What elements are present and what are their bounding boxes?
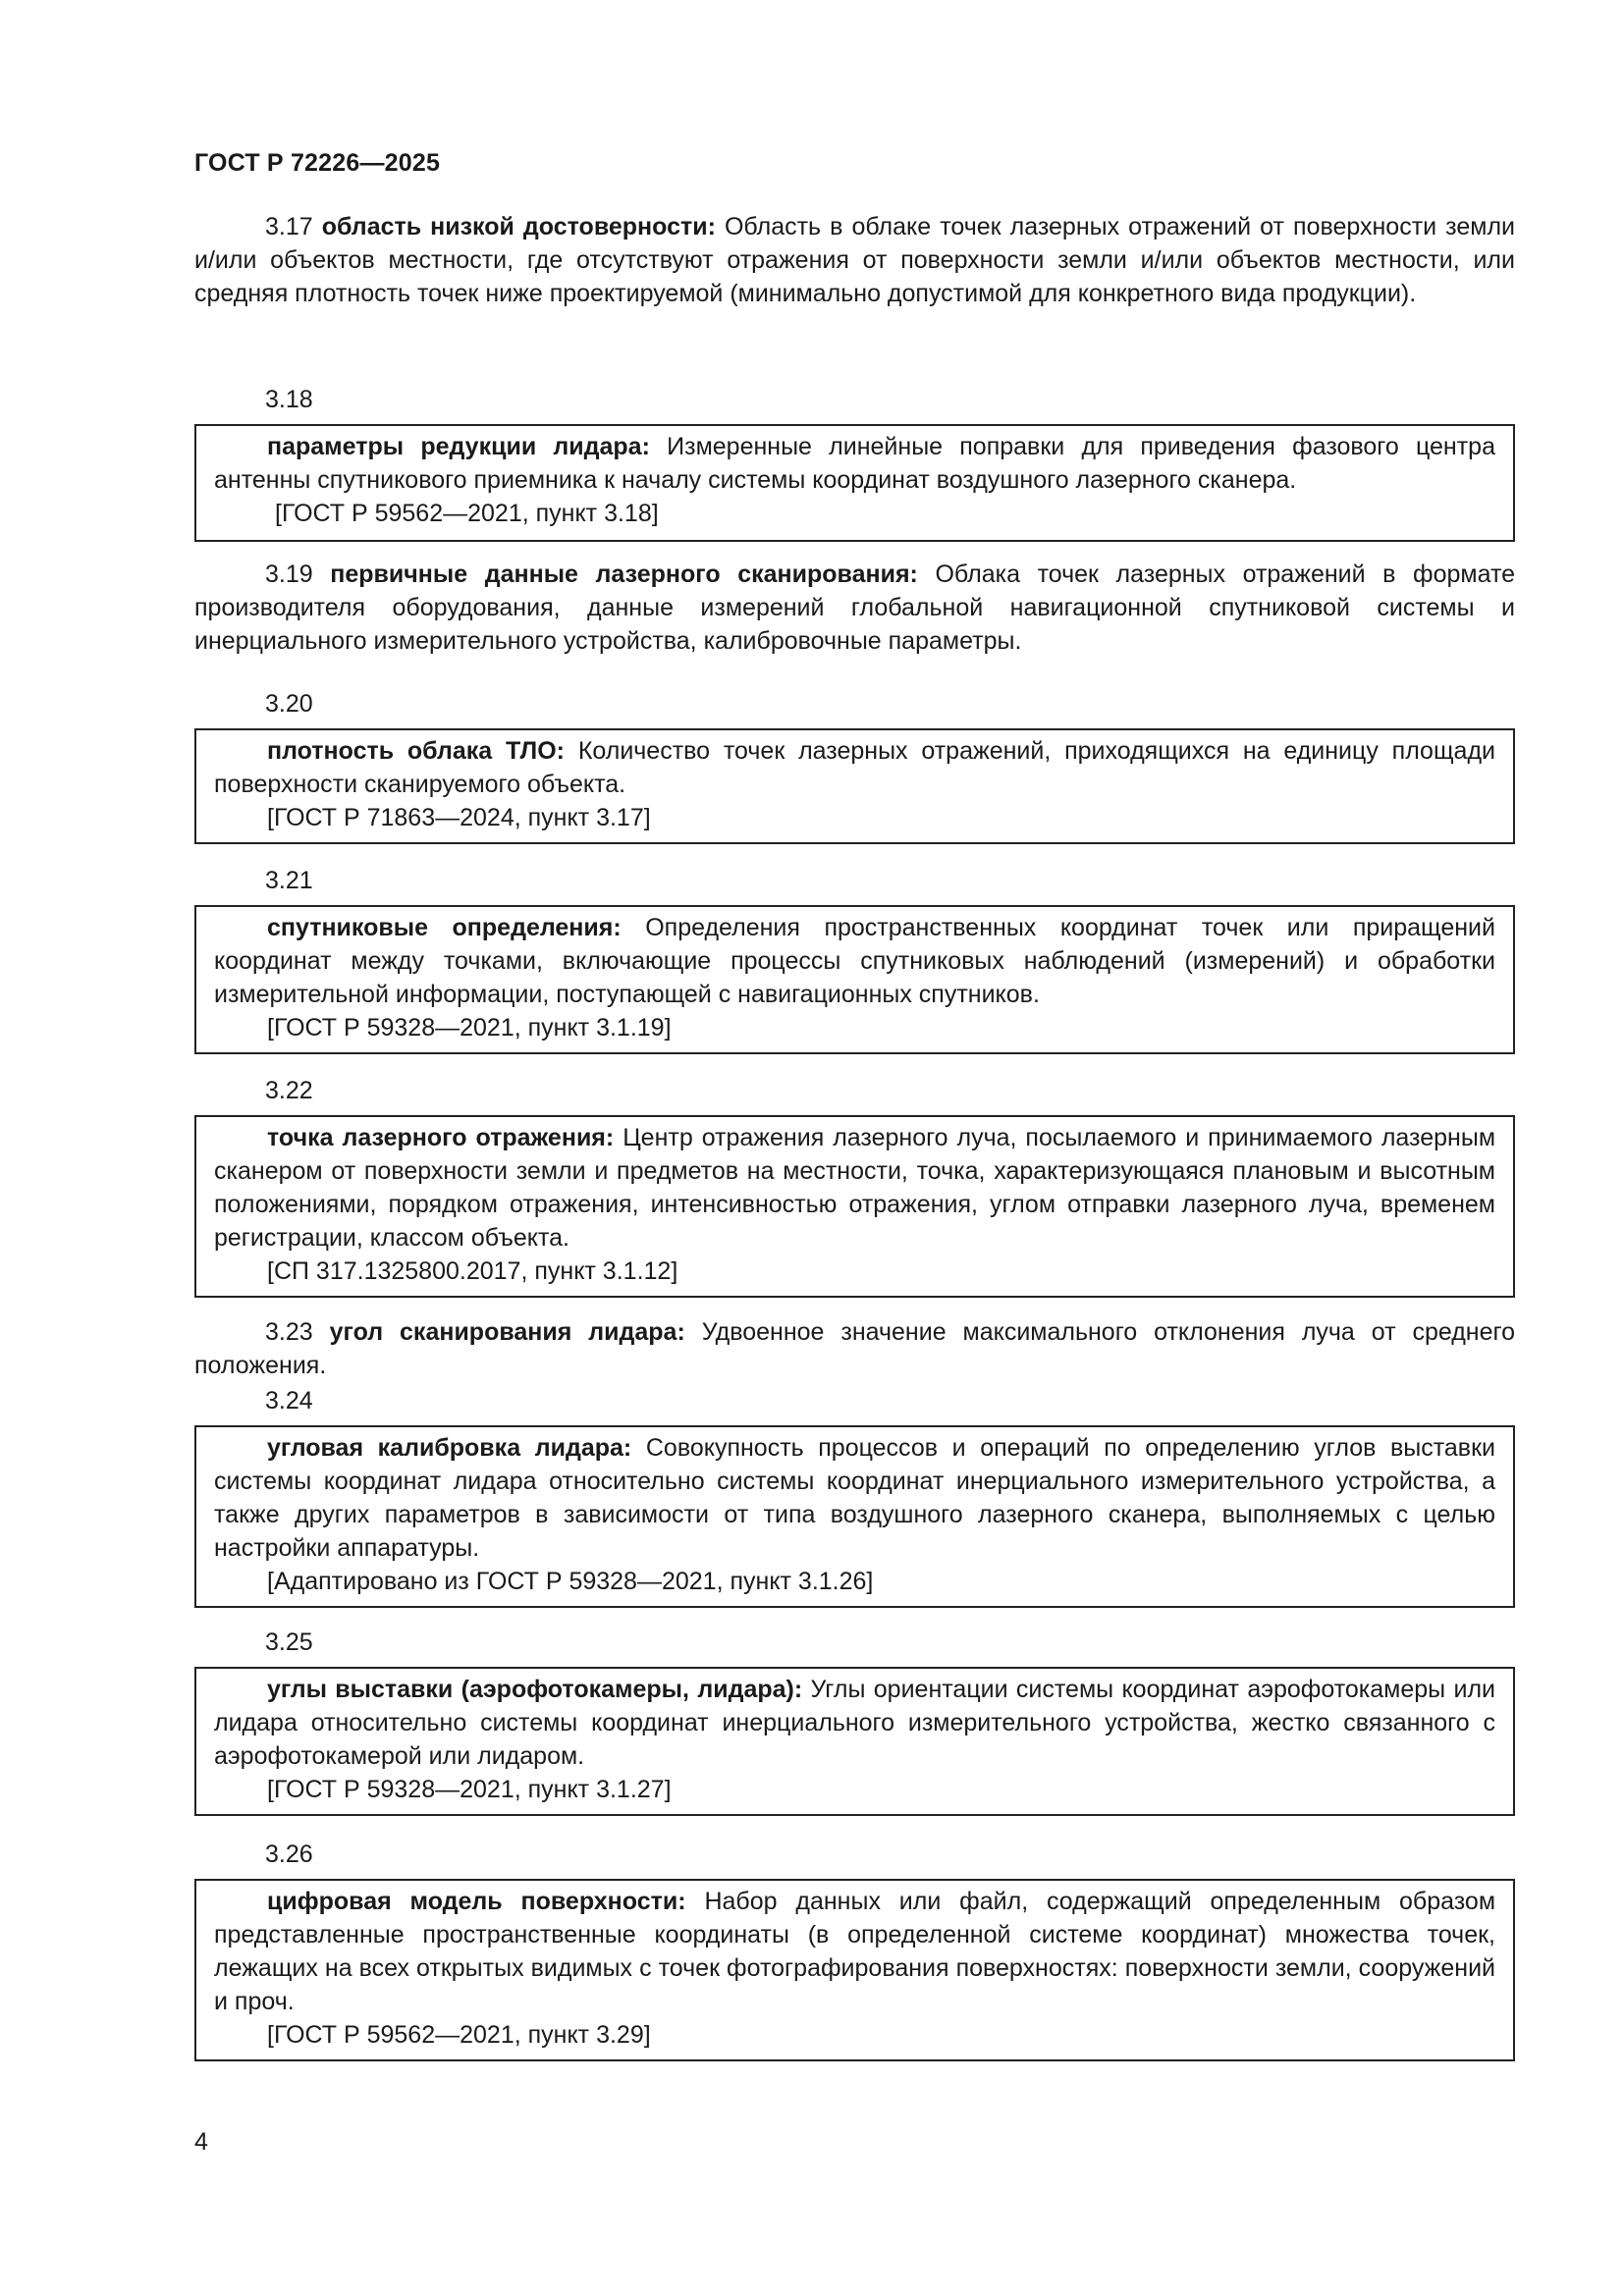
term-source: [ГОСТ Р 71863—2024, пункт 3.17]	[267, 804, 651, 831]
term-number: 3.17	[265, 213, 313, 240]
term-3-19	[194, 558, 1515, 658]
term-title: спутниковые определения:	[267, 914, 622, 941]
term-definition: цифровая модель поверхности: Набор данных или файл, содержащий определенным образом представленные пространственные координаты (в определенной системе координат) множества точек, лежащих на всех открытых видимых с точек фотографирования поверхностях: поверхности земли, сооружений и проч.	[214, 1888, 1496, 2015]
document-header: ГОСТ Р 72226—2025	[194, 149, 441, 177]
term-definition: параметры редукции лидара: Измеренные линейные поправки для приведения фазового центра антенны спутникового приемника к началу системы координат воздушного лазерного сканера.	[214, 433, 1495, 494]
term-definition: плотность облака ТЛО: Количество точек лазерных отражений, приходящихся на единицу площади поверхности сканируемого объекта.	[214, 737, 1495, 798]
term-title: цифровая модель поверхности:	[267, 1888, 686, 1915]
term-title: угол сканирования лидара:	[329, 1318, 685, 1346]
term-title: плотность облака ТЛО:	[267, 737, 565, 765]
term-title: точка лазерного отражения:	[267, 1124, 615, 1151]
term-box-3-25	[194, 1667, 1515, 1816]
term-number: 3.18	[265, 386, 313, 413]
term-box-3-20	[194, 728, 1515, 844]
term-definition: угловая калибровка лидара: Совокупность процессов и операций по определению углов выставки системы координат лидара относительно системы координат инерциального измерительного устройства, а также других параметров в зависимости от типа воздушного лазерного сканера, выполняемых с целью настройки аппаратуры.	[214, 1434, 1495, 1562]
term-source: [ГОСТ Р 59328—2021, пункт 3.1.27]	[267, 1776, 672, 1803]
term-box-3-22	[194, 1115, 1515, 1298]
term-number: 3.26	[265, 1841, 313, 1868]
term-number: 3.25	[265, 1629, 313, 1656]
term-source: [ГОСТ Р 59562—2021, пункт 3.29]	[267, 2021, 651, 2049]
term-number: 3.24	[265, 1387, 313, 1415]
term-title: углы выставки (аэрофотокамеры, лидара):	[267, 1676, 803, 1703]
term-definition: углы выставки (аэрофотокамеры, лидара): Углы ориентации системы координат аэрофотокамеры или лидара относительно системы координат инерциального измерительного устройства, жестко связанного с аэрофотокамерой или лидаром.	[214, 1676, 1496, 1770]
term-definition: Облака точек лазерных отражений в формате производителя оборудования, данные измерений глобальной навигационной спутниковой системы и инерциального измерительного устройства, калибровочные параметры.	[194, 561, 1516, 655]
term-number: 3.20	[265, 690, 313, 718]
term-box-3-18	[194, 424, 1515, 542]
term-number: 3.22	[265, 1077, 313, 1104]
term-title: параметры редукции лидара:	[267, 433, 650, 460]
term-number: 3.21	[265, 867, 313, 894]
term-source: [ГОСТ Р 59562—2021, пункт 3.18]	[275, 500, 659, 527]
term-3-17	[194, 210, 1515, 310]
term-title: область низкой достоверности:	[321, 213, 716, 240]
term-box-3-21	[194, 905, 1515, 1054]
term-number: 3.23	[265, 1318, 313, 1346]
page-number: 4	[194, 2128, 208, 2156]
term-title: первичные данные лазерного сканирования:	[330, 561, 918, 588]
term-definition: точка лазерного отражения: Центр отражения лазерного луча, посылаемого и принимаемого лазерным сканером от поверхности земли и предметов на местности, точка, характеризующаяся плановым и высотным положениями, порядком отражения, интенсивностью отражения, углом отправки лазерного луча, временем регистрации, классом объекта.	[214, 1124, 1496, 1252]
term-number: 3.19	[265, 561, 313, 588]
term-definition: спутниковые определения: Определения пространственных координат точек или приращений координат между точками, включающие процессы спутниковых наблюдений (измерений) и обработки измерительной информации, поступающей с навигационных спутников.	[214, 914, 1495, 1008]
term-definition: Область в облаке точек лазерных отражений от поверхности земли и/или объектов местности, где отсутствуют отражения от поверхности земли и/или объектов местности, или средняя плотность точек ниже проектируемой (минимально допустимой для конкретного вида продукции).	[194, 213, 1515, 307]
term-source: [Адаптировано из ГОСТ Р 59328—2021, пункт 3.1.26]	[267, 1568, 874, 1595]
term-box-3-24	[194, 1425, 1515, 1608]
term-box-3-26	[194, 1879, 1515, 2061]
term-source: [СП 317.1325800.2017, пункт 3.1.12]	[267, 1257, 678, 1285]
term-source: [ГОСТ Р 59328—2021, пункт 3.1.19]	[267, 1014, 672, 1041]
term-title: угловая калибровка лидара:	[267, 1434, 632, 1462]
term-definition: Удвоенное значение максимального отклонения луча от среднего положения.	[194, 1318, 1515, 1379]
term-3-23	[194, 1315, 1515, 1382]
